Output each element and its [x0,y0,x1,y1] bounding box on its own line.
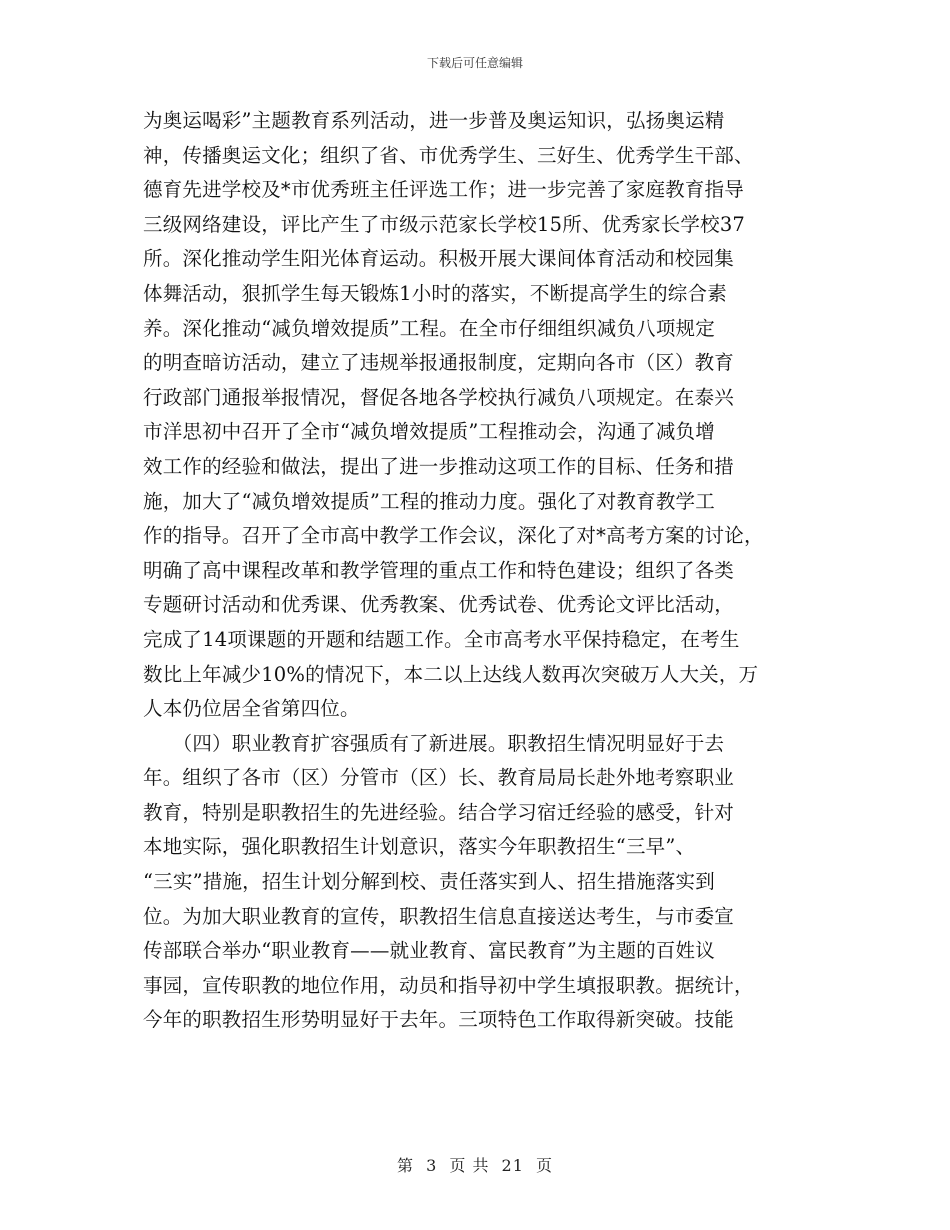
page-footer [0,1153,950,1176]
current-page-number: 3 [426,1156,438,1175]
text-line: 教育，特别是职教招生的先进经验。结合学习宿迁经验的感受，针对 [143,800,735,824]
text-line: 所。深化推动学生阳光体育运动。积极开展大课间体育活动和校园集 [143,247,735,271]
text-line: 行政部门通报举报情况，督促各地各学校执行减负八项规定。在泰兴 [143,385,735,409]
text-line: 事园，宣传职教的地位作用，动员和指导初中学生填报职教。据统计， [143,973,754,997]
page-header: 下载后可任意编辑 [426,56,523,70]
text-line: 作的指导。召开了全市高中教学工作会议，深化了对*高考方案的讨论， [143,524,764,548]
total-page-count: 21 [501,1156,524,1175]
paragraph-start-line: （四）职业教育扩容强质有了新进展。职教招生情况明显好于去 [143,731,725,755]
text-line: 的明查暗访活动，建立了违规举报通报制度，定期向各市（区）教育 [143,351,735,375]
text-line: 今年的职教招生形势明显好于去年。三项特色工作取得新突破。技能 [143,1008,735,1032]
text-line: 年。组织了各市（区）分管市（区）长、教育局局长赴外地考察职业 [143,766,735,790]
text-line: 德育先进学校及*市优秀班主任评选工作；进一步完善了家庭教育指导 [143,178,744,202]
text-line: 明确了高中课程改革和教学管理的重点工作和特色建设；组织了各类 [143,558,735,582]
document-body [143,104,815,1038]
text-line: 数比上年减少10%的情况下，本二以上达线人数再次突破万人大关，万 [143,662,759,686]
text-line: 位。为加大职业教育的宣传，职教招生信息直接送达考生，与市委宣 [143,904,735,928]
text-line: 为奥运喝彩”主题教育系列活动，进一步普及奥运知识，弘扬奥运精 [143,109,725,132]
text-line: 本地实际，强化职教招生计划意识，落实今年职教招生“三早”、 [143,835,696,859]
text-line: 完成了14项课题的开题和结题工作。全市高考水平保持稳定，在考生 [143,627,740,651]
text-line: 专题研讨活动和优秀课、优秀教案、优秀试卷、优秀论文评比活动， [143,593,735,617]
text-line: 三级网络建设，评比产生了市级示范家长学校15所、优秀家长学校37 [143,212,746,236]
text-line: 人本仍位居全省第四位。 [143,697,360,721]
text-line: 效工作的经验和做法，提出了进一步推动这项工作的目标、任务和措 [143,454,735,478]
footer-suffix: 页 [536,1156,554,1175]
text-line: 养。深化推动“减负增效提质”工程。在全市仔细组织减负八项规定 [143,316,715,340]
text-line: 市洋思初中召开了全市“减负增效提质”工程推动会，沟通了减负增 [143,420,715,444]
text-line: 传部联合举办“职业教育——就业教育、富民教育”为主题的百姓议 [143,939,715,963]
footer-prefix: 第 [396,1156,414,1175]
text-line: 神，传播奥运文化；组织了省、市优秀学生、三好生、优秀学生干部、 [143,143,754,167]
text-line: 施，加大了“减负增效提质”工程的推动力度。强化了对教育教学工 [143,489,715,513]
text-line: “三实”措施，招生计划分解到校、责任落实到人、招生措施落实到 [143,870,715,894]
footer-middle: 页 共 [449,1156,490,1175]
text-line: 体舞活动，狠抓学生每天锻炼1小时的落实，不断提高学生的综合素 [143,281,727,305]
